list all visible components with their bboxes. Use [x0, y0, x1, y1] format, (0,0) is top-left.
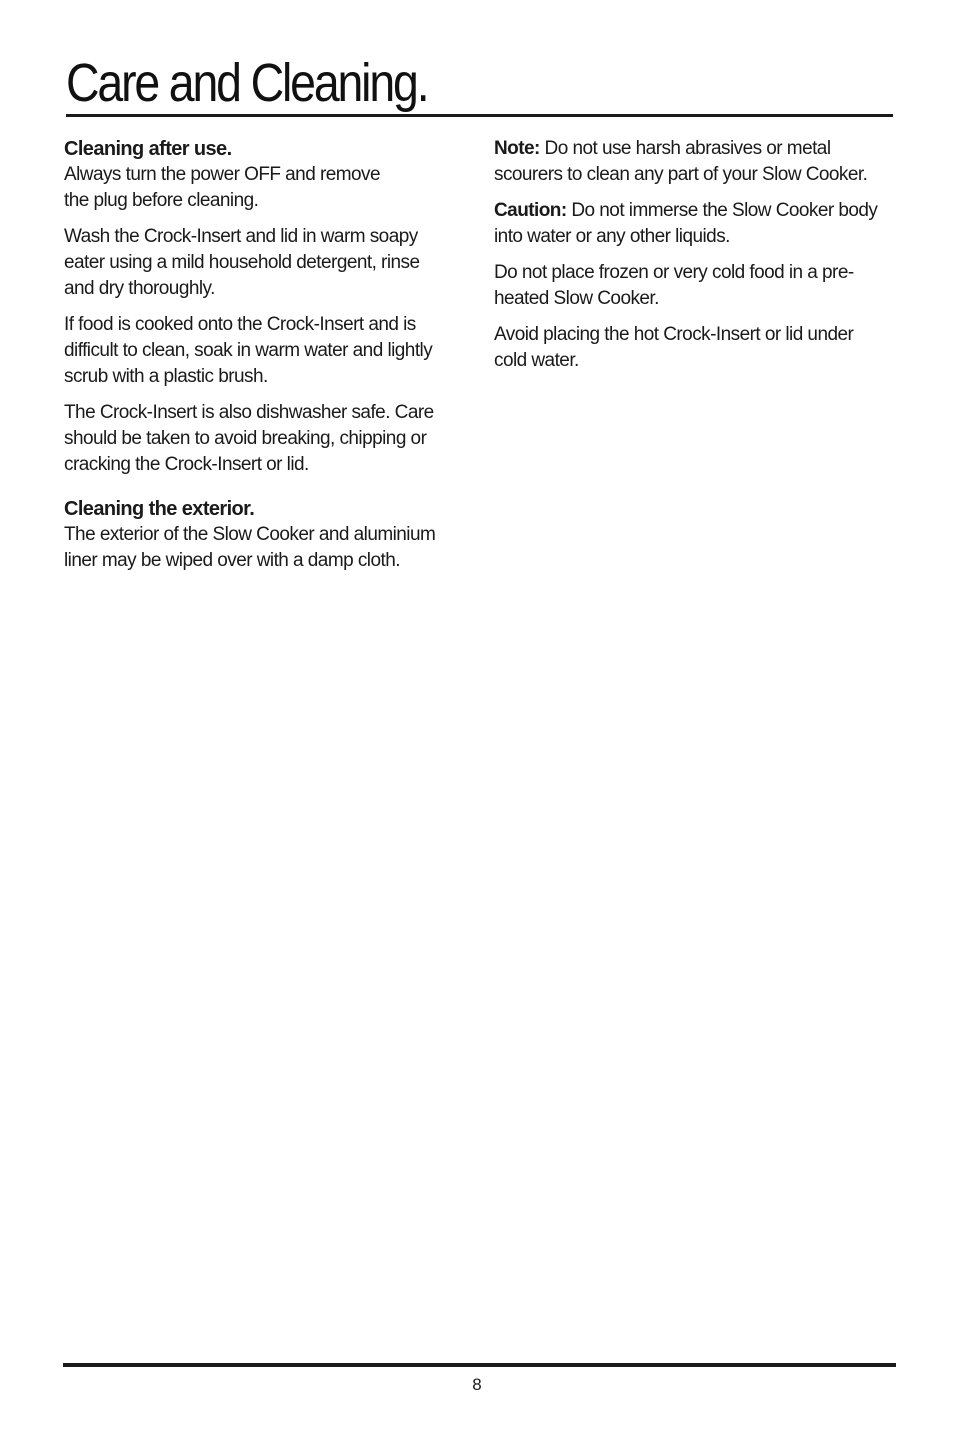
paragraph-power-off [64, 162, 472, 214]
section-heading-cleaning-after-use: Cleaning after use. [64, 138, 232, 160]
text-line: Always turn the power OFF and remove [64, 164, 381, 185]
caution-text: Do not immerse the Slow Cooker body [566, 200, 878, 221]
text-line: and dry thoroughly. [64, 278, 215, 299]
text-line: liner may be wiped over with a damp cloth. [64, 550, 400, 571]
text-line: should be taken to avoid breaking, chipping or [64, 428, 427, 449]
footer-divider [63, 1363, 896, 1367]
paragraph-frozen-food [494, 260, 902, 312]
text-line [494, 198, 902, 224]
text-line: Wash the Crock-Insert and lid in warm soapy [64, 226, 418, 247]
section-heading-cleaning-exterior: Cleaning the exterior. [64, 498, 255, 520]
right-column [494, 136, 902, 384]
paragraph-exterior [64, 522, 472, 574]
text-line: If food is cooked onto the Crock-Insert and is [64, 314, 416, 335]
text-line: difficult to clean, soak in warm water and lightly [64, 340, 433, 361]
text-line: The exterior of the Slow Cooker and aluminium [64, 524, 436, 545]
page-title: Care and Cleaning. [66, 53, 428, 113]
paragraph-soak-insert [64, 312, 472, 390]
caution-label: Caution: [494, 200, 567, 221]
caution-paragraph [494, 198, 902, 250]
note-label: Note: [494, 138, 540, 159]
text-line: cold water. [494, 350, 579, 371]
note-paragraph [494, 136, 902, 188]
text-line: scrub with a plastic brush. [64, 366, 268, 387]
text-line: Avoid placing the hot Crock-Insert or lid under [494, 324, 854, 345]
text-line: into water or any other liquids. [494, 226, 730, 247]
title-divider [66, 114, 893, 117]
text-line: The Crock-Insert is also dishwasher safe. Care [64, 402, 434, 423]
note-text: Do not use harsh abrasives or metal [539, 138, 831, 159]
left-column [64, 136, 472, 584]
text-line: scourers to clean any part of your Slow Cooker. [494, 164, 868, 185]
paragraph-dishwasher-safe [64, 400, 472, 478]
text-line: cracking the Crock-Insert or lid. [64, 454, 309, 475]
text-line [494, 136, 902, 162]
paragraph-cold-water [494, 322, 902, 374]
text-line: heated Slow Cooker. [494, 288, 659, 309]
page-number: 8 [472, 1375, 482, 1394]
text-line: Do not place frozen or very cold food in a pre- [494, 262, 854, 283]
text-line: eater using a mild household detergent, rinse [64, 252, 420, 273]
text-line: the plug before cleaning. [64, 190, 259, 211]
paragraph-wash-insert [64, 224, 472, 302]
